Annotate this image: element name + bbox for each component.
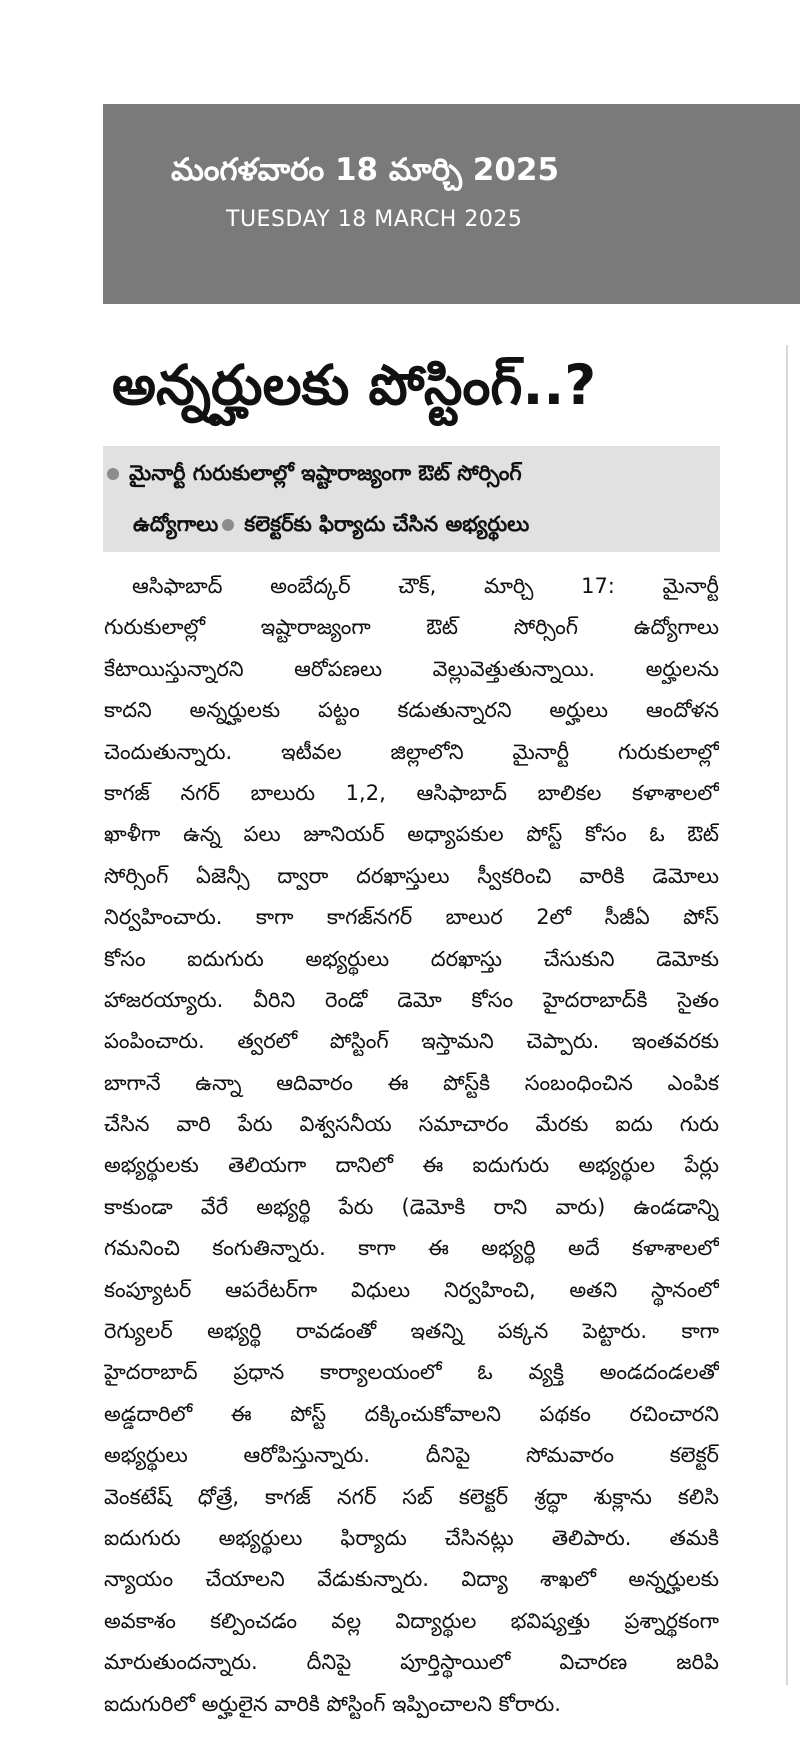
- article-line: అడ్డదారిలో ఈ పోస్ట్ దక్కించుకోవాలని పథకం రచించారని: [104, 1401, 719, 1426]
- article-line: చేసిన వారి పేరు విశ్వసనీయ సమాచారం మేరకు ఐదు గురు: [104, 1112, 719, 1137]
- article-line: అభ్యర్థులు ఆరోపిస్తున్నారు. దీనిపై సోమవారం కలెక్టర్: [104, 1443, 719, 1468]
- highlight-text: కలెక్టర్‌కు ఫిర్యాదు చేసిన అభ్యర్థులు: [244, 512, 530, 536]
- article-line: కోసం ఐదుగురు అభ్యర్థులు దరఖాస్తు చేసుకుని డెమోకు: [104, 946, 719, 971]
- article-line: పంపించారు. త్వరలో పోస్టింగ్ ఇస్తామని చెప్పారు. ఇంతవరకు: [104, 1029, 719, 1054]
- article-line: ఐదుగురిలో అర్హులైన వారికి పోస్టింగ్ ఇప్పించాలని కోరారు.: [104, 1691, 561, 1716]
- date-telugu: మంగళవారం 18 మార్చి 2025: [171, 152, 560, 188]
- article-line: అభ్యర్థులకు తెలియగా దానిలో ఈ ఐదుగురు అభ్యర్థుల పేర్లు: [104, 1153, 719, 1178]
- article-body: [104, 566, 719, 1725]
- article-line: కేటాయిస్తున్నారని ఆరోపణలు వెల్లువెత్తుతున్నాయి. అర్హులను: [104, 656, 719, 681]
- highlights-box: [103, 446, 720, 552]
- column-divider: [786, 345, 788, 1685]
- article-line: అవకాశం కల్పించడం వల్ల విద్యార్థుల భవిష్యత్తు ప్రశ్నార్థకంగా: [104, 1608, 719, 1633]
- highlight-line: [103, 448, 522, 498]
- article-line: కాగజ్ నగర్ బాలురు 1,2, ఆసిఫాబాద్ బాలికల కళాశాలలో: [104, 780, 719, 805]
- highlight-line: [103, 499, 529, 549]
- date-banner: [103, 104, 800, 304]
- article-line: ఆసిఫాబాద్ అంబేద్కర్ చౌక్, మార్చి 17: మైనార్టీ: [132, 574, 719, 598]
- article-line: హాజరయ్యారు. వీరిని రెండో డెమో కోసం హైదరాబాద్‌కి సైతం: [104, 987, 719, 1012]
- article-line: చెందుతున్నారు. ఇటీవల జిల్లాలోని మైనార్టీ గురుకులాల్లో: [104, 739, 719, 764]
- article-line: కంప్యూటర్ ఆపరేటర్‌గా విధులు నిర్వహించి, అతని స్థానంలో: [104, 1277, 719, 1302]
- article-line: సోర్సింగ్ ఏజెన్సీ ద్వారా దరఖాస్తులు స్వీకరించి వారికి డెమోలు: [104, 863, 719, 888]
- highlight-text: ఉద్యోగాలు: [133, 512, 219, 536]
- article-line: గురుకులాల్లో ఇష్టారాజ్యంగా ఔట్ సోర్సింగ్ ఉద్యోగాలు: [104, 615, 719, 640]
- article-line: వెంకటేష్ ధోత్రే, కాగజ్ నగర్ సబ్ కలెక్టర్ శ్రద్ధా శుక్లాను కలిసి: [104, 1484, 719, 1509]
- article-line: గమనించి కంగుతిన్నారు. కాగా ఈ అభ్యర్థి అదే కళాశాలలో: [104, 1236, 719, 1261]
- article-line: కాకుండా వేరే అభ్యర్థి పేరు (డెమోకి రాని వారు) ఉండడాన్ని: [104, 1194, 719, 1219]
- article-line: మారుతుందన్నారు. దీనిపై పూర్తిస్థాయిలో విచారణ జరిపి: [104, 1650, 719, 1675]
- article-line: ఐదుగురు అభ్యర్థులు ఫిర్యాదు చేసినట్లు తెలిపారు. తమకి: [104, 1525, 719, 1550]
- date-english: TUESDAY 18 MARCH 2025: [226, 207, 523, 232]
- bullet-icon: [107, 468, 119, 480]
- article-line: కాదని అన్నర్హులకు పట్టం కడుతున్నారని అర్హులు ఆందోళన: [104, 698, 719, 723]
- article-line: హైదరాబాద్ ప్రధాన కార్యాలయంలో ఓ వ్యక్తి అండదండలతో: [104, 1360, 719, 1385]
- bullet-icon: [222, 519, 234, 531]
- article-line: రెగ్యులర్ అభ్యర్థి రావడంతో ఇతన్ని పక్కన పెట్టారు. కాగా: [104, 1319, 719, 1344]
- article-line: బాగానే ఉన్నా ఆదివారం ఈ పోస్ట్‌కి సంబంధించిన ఎంపిక: [104, 1070, 719, 1095]
- headline: అన్నర్హులకు పోస్టింగ్..?: [112, 353, 597, 417]
- article-line: ఖాళీగా ఉన్న పలు జూనియర్ అధ్యాపకుల పోస్ట్ కోసం ఓ ఔట్: [104, 822, 719, 847]
- article-line: నిర్వహించారు. కాగా కాగజ్‌నగర్ బాలుర 2లో సీజీఏ పోస్: [104, 905, 719, 930]
- highlight-text: మైనార్టీ గురుకులాల్లో ఇష్టారాజ్యంగా ఔట్ సోర్సింగ్: [129, 461, 522, 485]
- article-line: న్యాయం చేయాలని వేడుకున్నారు. విద్యా శాఖలో అన్నర్హులకు: [104, 1567, 719, 1592]
